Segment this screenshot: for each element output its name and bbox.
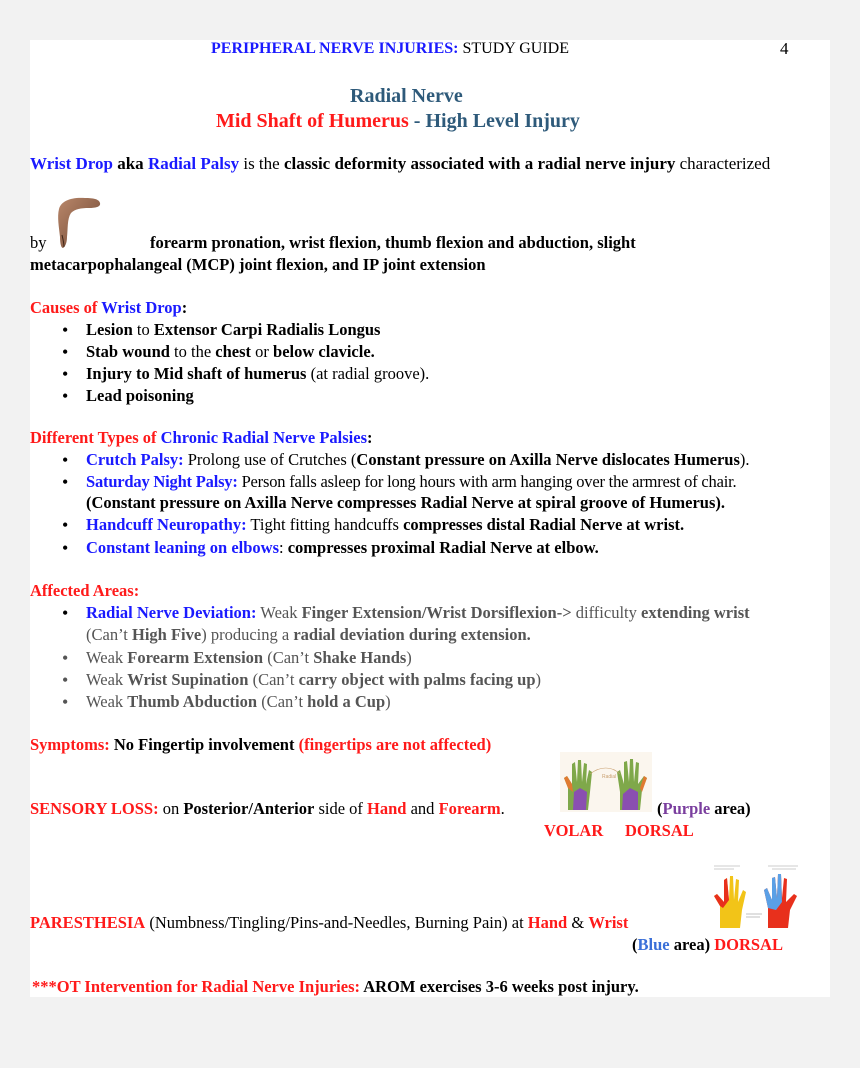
intro-aka: aka — [112, 154, 148, 173]
blue-area-b: Blue — [637, 935, 670, 954]
causes-heading — [30, 298, 187, 318]
header-title-rest: STUDY GUIDE — [458, 40, 569, 57]
cause-4-a: Lead poisoning — [86, 386, 194, 405]
sensory-g: Forearm — [438, 799, 501, 818]
affected-heading: Affected Areas: — [30, 581, 140, 600]
intro-description-2: metacarpophalangeal (MCP) joint flexion, and IP joint extension — [30, 255, 486, 274]
page-subtitle — [216, 110, 580, 133]
cause-2-c: chest — [215, 342, 252, 361]
deviation-h: ) producing a — [201, 625, 294, 644]
deviation-g: High Five — [131, 625, 202, 644]
cause-3-b: (at radial groove). — [306, 364, 430, 383]
running-header — [211, 40, 569, 58]
crutch-b: Prolong use of Crutches ( — [183, 450, 357, 469]
purple-area-label — [657, 799, 751, 819]
dorsal-label: DORSAL — [625, 821, 694, 840]
affected-deviation — [86, 603, 750, 623]
deviation-i: radial deviation during extension. — [293, 625, 531, 644]
symptoms-b: No Fingertip involvement — [109, 735, 299, 754]
blue-area-c: area) — [669, 935, 715, 954]
header-title-bold: PERIPHERAL NERVE INJURIES: — [211, 40, 459, 57]
forearm-d: Shake Hands — [313, 648, 407, 667]
leaning-b: : — [279, 538, 288, 557]
causes-heading-a: Causes of — [30, 298, 102, 317]
handcuff-b: Tight fitting handcuffs — [246, 515, 404, 534]
cause-item-lesion — [86, 320, 380, 340]
sensory-d: side of — [314, 799, 368, 818]
forearm-b: Forearm Extension — [127, 648, 264, 667]
palsies-heading — [30, 428, 373, 448]
intro-line-2 — [30, 233, 47, 253]
intervention-b: AROM exercises 3-6 weeks post injury. — [360, 977, 639, 996]
intro-description-1: forearm pronation, wrist flexion, thumb flexion and abduction, slight — [150, 233, 636, 252]
crutch-c: Constant pressure on Axilla Nerve dislocates Humerus — [356, 450, 740, 469]
deviation-b: Weak — [256, 603, 302, 622]
intro-line-1 — [30, 154, 770, 174]
paresthesia-e: Wrist — [588, 913, 629, 932]
supination-d: carry object with palms facing up — [298, 670, 536, 689]
blue-area-dorsal: DORSAL — [714, 935, 783, 954]
page-title: Radial Nerve — [350, 85, 463, 107]
paresthesia-hand-diagram — [710, 862, 802, 930]
crutch-d: ). — [739, 450, 750, 469]
supination-c: (Can’t — [248, 670, 299, 689]
cause-3-a: Injury to Mid shaft of humerus — [86, 364, 307, 383]
sensory-e: Hand — [367, 799, 407, 818]
wrist-drop-term: Wrist Drop — [30, 154, 113, 173]
palsy-saturday-cont: (Constant pressure on Axilla Nerve compresses Radial Nerve at spiral groove of Humerus). — [86, 493, 726, 512]
forearm-c: (Can’t — [263, 648, 314, 667]
cause-item-lead — [86, 386, 194, 406]
thumb-d: hold a Cup — [307, 692, 386, 711]
intervention-label: ***OT Intervention for Radial Nerve Injuries: — [32, 977, 360, 996]
palsy-crutch — [86, 450, 750, 470]
symptoms-label: Symptoms: — [30, 735, 110, 754]
forearm-e: ) — [406, 648, 412, 667]
sensory-f: and — [406, 799, 439, 818]
causes-heading-b: Wrist Drop — [101, 298, 182, 317]
deviation-c: Finger Extension/Wrist Dorsiflexion-> — [301, 603, 572, 622]
symptoms-line — [30, 735, 491, 755]
sensory-loss-hand-diagram — [560, 752, 652, 812]
deviation-e: extending wrist — [641, 603, 750, 622]
cause-2-a: Stab wound — [86, 342, 170, 361]
palsies-heading-c: : — [367, 428, 373, 447]
leaning-c: compresses proximal Radial Nerve at elbow. — [287, 538, 599, 557]
handcuff-a: Handcuff Neuropathy: — [86, 515, 247, 534]
affected-deviation-cont — [86, 625, 531, 645]
cause-1-a: Lesion — [86, 320, 133, 339]
cause-1-c: Extensor Carpi Radialis Longus — [153, 320, 381, 339]
supination-e: ) — [535, 670, 542, 689]
intro-characterized: characterized — [675, 154, 771, 173]
affected-supination — [86, 670, 541, 690]
paresthesia-b: (Numbness/Tingling/Pins-and-Needles, Burning Pain) at — [145, 913, 528, 932]
paresthesia-line — [30, 913, 628, 933]
cause-item-humerus — [86, 364, 429, 384]
cause-2-b: to the — [169, 342, 216, 361]
wrist-drop-hand-image — [55, 195, 103, 251]
supination-a: Weak — [86, 670, 128, 689]
radial-palsy-term: Radial Palsy — [147, 154, 240, 173]
palsies-heading-b: Chronic Radial Nerve Palsies — [160, 428, 367, 447]
paresthesia-label: PARESTHESIA — [30, 913, 146, 932]
thumb-b: Thumb Abduction — [127, 692, 258, 711]
purple-area-a: ( — [657, 799, 663, 818]
symptoms-c: (fingertips are not affected) — [298, 735, 492, 754]
saturday-b: Person falls asleep for long hours with arm hanging over the armrest of chair. — [237, 472, 737, 491]
supination-b: Wrist Supination — [127, 670, 249, 689]
cause-2-e: below clavicle. — [273, 342, 375, 361]
leaning-a: Constant leaning on elbows — [86, 538, 279, 557]
sensory-c: Posterior/Anterior — [183, 799, 315, 818]
blue-area-a: ( — [632, 935, 638, 954]
saturday-a: Saturday Night Palsy: — [86, 472, 238, 491]
deviation-d: difficulty — [571, 603, 641, 622]
crutch-a: Crutch Palsy: — [86, 450, 184, 469]
deviation-a: Radial Nerve Deviation: — [86, 603, 257, 622]
document-page — [30, 40, 830, 997]
palsies-heading-a: Different Types of — [30, 428, 161, 447]
palsy-leaning — [86, 538, 599, 558]
subtitle-level: - High Level Injury — [408, 110, 580, 132]
blue-area-label — [632, 935, 783, 955]
page-number: 4 — [780, 39, 789, 58]
purple-area-c: area) — [710, 799, 751, 818]
cause-1-b: to — [132, 320, 154, 339]
paresthesia-c: Hand — [527, 913, 568, 932]
thumb-c: (Can’t — [257, 692, 308, 711]
cause-2-d: or — [251, 342, 274, 361]
diagram-radial-label: Radial — [602, 774, 617, 780]
thumb-e: ) — [385, 692, 391, 711]
sensory-line — [30, 799, 505, 819]
palsy-handcuff — [86, 515, 684, 535]
sensory-label: SENSORY LOSS: — [30, 799, 159, 818]
intro-by: by — [30, 233, 47, 252]
volar-label: VOLAR — [544, 821, 604, 840]
sensory-h: . — [500, 799, 505, 818]
affected-forearm — [86, 648, 412, 668]
intervention-line — [32, 977, 639, 997]
handcuff-c: compresses distal Radial Nerve at wrist. — [403, 515, 685, 534]
affected-thumb — [86, 692, 391, 712]
palsy-saturday — [86, 472, 736, 492]
paresthesia-d: & — [567, 913, 589, 932]
sensory-b: on — [158, 799, 184, 818]
thumb-a: Weak — [86, 692, 128, 711]
intro-is-the: is the — [239, 154, 284, 173]
cause-item-stab — [86, 342, 375, 362]
causes-heading-c: : — [181, 298, 188, 317]
deviation-f: (Can’t — [86, 625, 132, 644]
purple-area-b: Purple — [662, 799, 711, 818]
forearm-a: Weak — [86, 648, 128, 667]
subtitle-location: Mid Shaft of Humerus — [216, 110, 409, 132]
intro-classic: classic deformity associated with a radial nerve injury — [283, 154, 676, 173]
